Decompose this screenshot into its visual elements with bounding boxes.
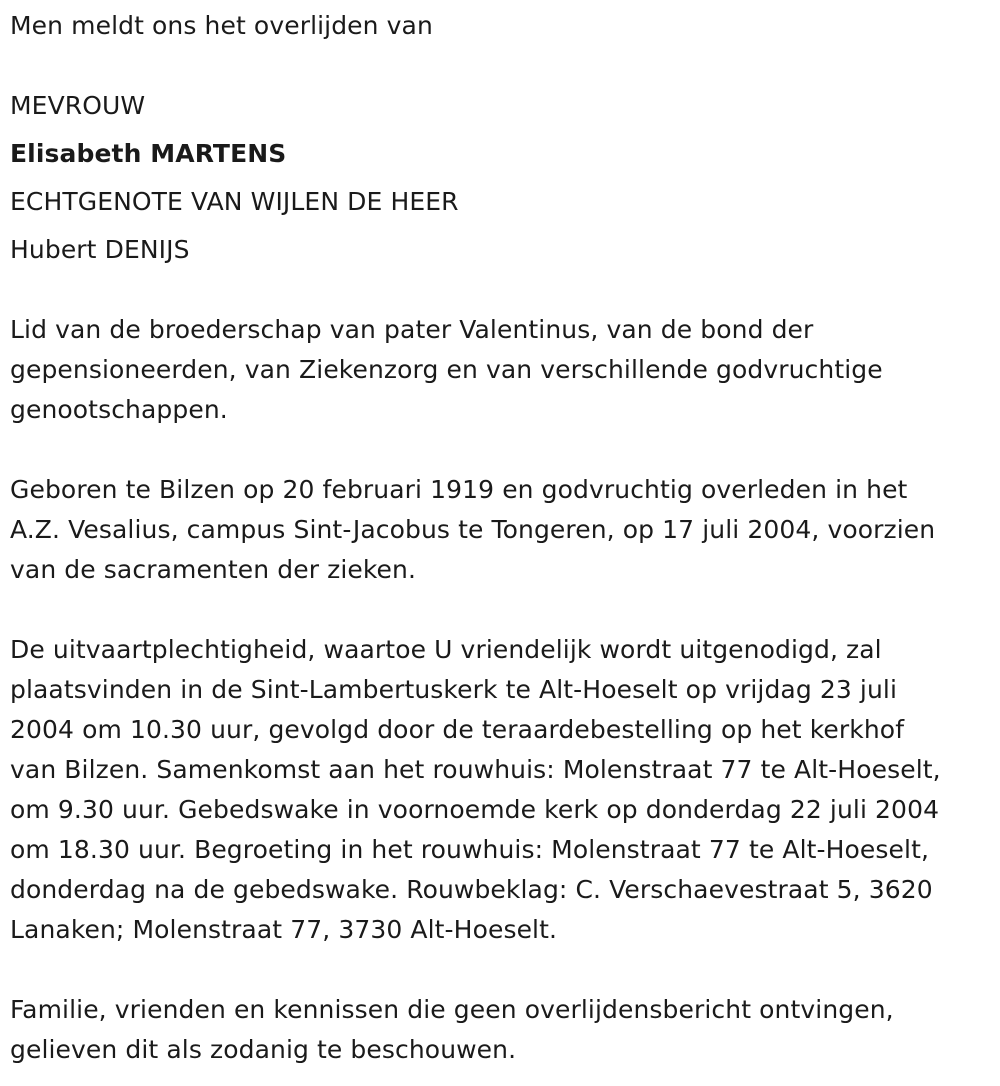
paragraph-line: gelieven dit als zodanig te beschouwen. bbox=[10, 1035, 517, 1064]
intro-text: Men meldt ons het overlijden van bbox=[10, 11, 433, 40]
paragraph-line: Lanaken; Molenstraat 77, 3730 Alt-Hoeselt. bbox=[10, 915, 558, 944]
relation-line: ECHTGENOTE VAN WIJLEN DE HEER bbox=[10, 187, 459, 216]
spouse-name: Hubert DENIJS bbox=[10, 235, 190, 264]
paragraph-line: 2004 om 10.30 uur, gevolgd door de teraardebestelling op het kerkhof bbox=[10, 715, 905, 744]
paragraph-line: Familie, vrienden en kennissen die geen overlijdensbericht ontvingen, bbox=[10, 995, 894, 1024]
membership-paragraph bbox=[10, 310, 883, 430]
paragraph-line: De uitvaartplechtigheid, waartoe U vriendelijk wordt uitgenodigd, zal bbox=[10, 635, 882, 664]
paragraph-line: Lid van de broederschap van pater Valentinus, van de bond der bbox=[10, 315, 814, 344]
paragraph-line: van Bilzen. Samenkomst aan het rouwhuis: Molenstraat 77 te Alt-Hoeselt, bbox=[10, 755, 941, 784]
funeral-details-paragraph bbox=[10, 630, 941, 950]
paragraph-line: om 9.30 uur. Gebedswake in voornoemde kerk op donderdag 22 juli 2004 bbox=[10, 795, 940, 824]
deceased-header bbox=[10, 86, 459, 278]
paragraph-line: om 18.30 uur. Begroeting in het rouwhuis: Molenstraat 77 te Alt-Hoeselt, bbox=[10, 835, 930, 864]
paragraph-line: Geboren te Bilzen op 20 februari 1919 en godvruchtig overleden in het bbox=[10, 475, 908, 504]
birth-death-paragraph bbox=[10, 470, 935, 590]
family-notice-paragraph bbox=[10, 990, 894, 1070]
paragraph-line: donderdag na de gebedswake. Rouwbeklag: C. Verschaevestraat 5, 3620 bbox=[10, 875, 933, 904]
paragraph-line: genootschappen. bbox=[10, 395, 228, 424]
honorific: MEVROUW bbox=[10, 91, 146, 120]
paragraph-line: plaatsvinden in de Sint-Lambertuskerk te Alt-Hoeselt op vrijdag 23 juli bbox=[10, 675, 897, 704]
deceased-name: Elisabeth MARTENS bbox=[10, 139, 287, 168]
paragraph-line: van de sacramenten der zieken. bbox=[10, 555, 417, 584]
paragraph-line: gepensioneerden, van Ziekenzorg en van verschillende godvruchtige bbox=[10, 355, 883, 384]
paragraph-line: A.Z. Vesalius, campus Sint-Jacobus te Tongeren, op 17 juli 2004, voorzien bbox=[10, 515, 936, 544]
